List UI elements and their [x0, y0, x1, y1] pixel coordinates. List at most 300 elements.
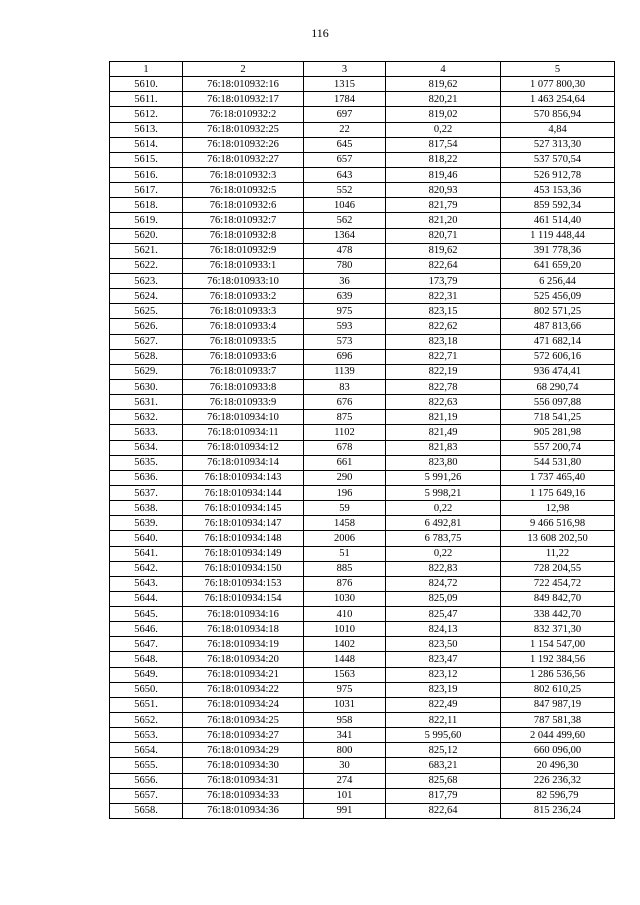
cadastral-value-cell: 832 371,30: [501, 622, 615, 637]
table-row: [110, 243, 615, 258]
row-number-cell: 5619.: [110, 213, 183, 228]
cadastral-number-cell: 76:18:010934:10: [183, 410, 304, 425]
cadastral-number-cell: 76:18:010934:20: [183, 652, 304, 667]
table-row: [110, 773, 615, 788]
area-cell: 30: [304, 758, 386, 773]
area-cell: 1139: [304, 364, 386, 379]
table-row: [110, 198, 615, 213]
cadastral-value-cell: 9 466 516,98: [501, 516, 615, 531]
cadastral-value-cell: 2 044 499,60: [501, 728, 615, 743]
row-number-cell: 5647.: [110, 637, 183, 652]
cadastral-value-cell: 722 454,72: [501, 576, 615, 591]
specific-value-cell: 822,64: [386, 258, 501, 273]
cadastral-number-cell: 76:18:010933:5: [183, 334, 304, 349]
table-row: [110, 455, 615, 470]
cadastral-value-cell: 570 856,94: [501, 107, 615, 122]
table-row: [110, 697, 615, 712]
area-cell: 661: [304, 455, 386, 470]
area-cell: 643: [304, 167, 386, 182]
specific-value-cell: 823,80: [386, 455, 501, 470]
area-cell: 885: [304, 561, 386, 576]
specific-value-cell: 822,31: [386, 289, 501, 304]
cadastral-value-cell: 20 496,30: [501, 758, 615, 773]
table-row: [110, 258, 615, 273]
column-header: 2: [183, 62, 304, 77]
area-cell: 1046: [304, 198, 386, 213]
cadastral-value-cell: 226 236,32: [501, 773, 615, 788]
cadastral-number-cell: 76:18:010934:11: [183, 425, 304, 440]
row-number-cell: 5653.: [110, 728, 183, 743]
cadastral-value-cell: 461 514,40: [501, 213, 615, 228]
area-cell: 876: [304, 576, 386, 591]
area-cell: 697: [304, 107, 386, 122]
cadastral-value-cell: 557 200,74: [501, 440, 615, 455]
cadastral-number-cell: 76:18:010934:29: [183, 743, 304, 758]
row-number-cell: 5620.: [110, 228, 183, 243]
row-number-cell: 5651.: [110, 697, 183, 712]
area-cell: 975: [304, 682, 386, 697]
specific-value-cell: 822,49: [386, 697, 501, 712]
row-number-cell: 5613.: [110, 122, 183, 137]
cadastral-number-cell: 76:18:010934:22: [183, 682, 304, 697]
cadastral-number-cell: 76:18:010934:36: [183, 803, 304, 818]
row-number-cell: 5626.: [110, 319, 183, 334]
cadastral-value-cell: 391 778,36: [501, 243, 615, 258]
table-row: [110, 728, 615, 743]
table-row: [110, 576, 615, 591]
table-row: [110, 349, 615, 364]
specific-value-cell: 823,19: [386, 682, 501, 697]
cadastral-number-cell: 76:18:010933:2: [183, 289, 304, 304]
specific-value-cell: 822,19: [386, 364, 501, 379]
cadastral-number-cell: 76:18:010933:7: [183, 364, 304, 379]
cadastral-value-cell: 487 813,66: [501, 319, 615, 334]
column-header: 4: [386, 62, 501, 77]
area-cell: 991: [304, 803, 386, 818]
area-cell: 1010: [304, 622, 386, 637]
area-cell: 290: [304, 470, 386, 485]
cadastral-value-cell: 787 581,38: [501, 713, 615, 728]
cadastral-value-cell: 338 442,70: [501, 607, 615, 622]
cadastral-value-cell: 859 592,34: [501, 198, 615, 213]
cadastral-value-cell: 11,22: [501, 546, 615, 561]
row-number-cell: 5652.: [110, 713, 183, 728]
cadastral-number-cell: 76:18:010932:26: [183, 137, 304, 152]
area-cell: 645: [304, 137, 386, 152]
cadastral-value-cell: 526 912,78: [501, 167, 615, 182]
row-number-cell: 5641.: [110, 546, 183, 561]
table-row: [110, 546, 615, 561]
cadastral-value-cell: 1 286 536,56: [501, 667, 615, 682]
cadastral-value-cell: 936 474,41: [501, 364, 615, 379]
specific-value-cell: 822,78: [386, 379, 501, 394]
cadastral-value-cell: 1 463 254,64: [501, 92, 615, 107]
cadastral-value-cell: 13 608 202,50: [501, 531, 615, 546]
cadastral-number-cell: 76:18:010933:9: [183, 395, 304, 410]
row-number-cell: 5655.: [110, 758, 183, 773]
table-row: [110, 137, 615, 152]
cadastral-number-cell: 76:18:010934:30: [183, 758, 304, 773]
area-cell: 875: [304, 410, 386, 425]
row-number-cell: 5656.: [110, 773, 183, 788]
specific-value-cell: 683,21: [386, 758, 501, 773]
cadastral-value-cell: 537 570,54: [501, 152, 615, 167]
specific-value-cell: 820,71: [386, 228, 501, 243]
row-number-cell: 5631.: [110, 395, 183, 410]
page-number: 116: [311, 26, 329, 40]
row-number-cell: 5612.: [110, 107, 183, 122]
row-number-cell: 5633.: [110, 425, 183, 440]
area-cell: 1030: [304, 591, 386, 606]
specific-value-cell: 819,62: [386, 77, 501, 92]
row-number-cell: 5649.: [110, 667, 183, 682]
cadastral-value-cell: 12,98: [501, 501, 615, 516]
specific-value-cell: 824,72: [386, 576, 501, 591]
cadastral-value-cell: 660 096,00: [501, 743, 615, 758]
table-row: [110, 591, 615, 606]
cadastral-number-cell: 76:18:010933:10: [183, 273, 304, 288]
cadastral-value-cell: 527 313,30: [501, 137, 615, 152]
table-row: [110, 334, 615, 349]
cadastral-number-cell: 76:18:010934:153: [183, 576, 304, 591]
cadastral-number-cell: 76:18:010932:6: [183, 198, 304, 213]
cadastral-number-cell: 76:18:010934:150: [183, 561, 304, 576]
specific-value-cell: 823,50: [386, 637, 501, 652]
table-row: [110, 440, 615, 455]
row-number-cell: 5636.: [110, 470, 183, 485]
row-number-cell: 5621.: [110, 243, 183, 258]
specific-value-cell: 822,62: [386, 319, 501, 334]
specific-value-cell: 825,68: [386, 773, 501, 788]
cadastral-value-cell: 471 682,14: [501, 334, 615, 349]
cadastral-number-cell: 76:18:010934:33: [183, 788, 304, 803]
specific-value-cell: 825,47: [386, 607, 501, 622]
table-row: [110, 531, 615, 546]
cadastral-value-cell: 82 596,79: [501, 788, 615, 803]
cadastral-number-cell: 76:18:010934:25: [183, 713, 304, 728]
cadastral-value-cell: 641 659,20: [501, 258, 615, 273]
cadastral-value-cell: 1 077 800,30: [501, 77, 615, 92]
cadastral-number-cell: 76:18:010934:12: [183, 440, 304, 455]
table-row: [110, 304, 615, 319]
table-row: [110, 607, 615, 622]
specific-value-cell: 820,21: [386, 92, 501, 107]
specific-value-cell: 819,46: [386, 167, 501, 182]
cadastral-value-cell: 847 987,19: [501, 697, 615, 712]
table-row: [110, 183, 615, 198]
cadastral-value-cell: 802 571,25: [501, 304, 615, 319]
cadastral-number-cell: 76:18:010934:154: [183, 591, 304, 606]
row-number-cell: 5629.: [110, 364, 183, 379]
area-cell: 1102: [304, 425, 386, 440]
table-row: [110, 758, 615, 773]
area-cell: 410: [304, 607, 386, 622]
cadastral-value-cell: 905 281,98: [501, 425, 615, 440]
specific-value-cell: 6 783,75: [386, 531, 501, 546]
cadastral-value-cell: 453 153,36: [501, 183, 615, 198]
table-row: [110, 92, 615, 107]
area-cell: 341: [304, 728, 386, 743]
cadastral-value-cell: 544 531,80: [501, 455, 615, 470]
specific-value-cell: 823,12: [386, 667, 501, 682]
specific-value-cell: 821,79: [386, 198, 501, 213]
cadastral-value-cell: 572 606,16: [501, 349, 615, 364]
cadastral-number-cell: 76:18:010932:8: [183, 228, 304, 243]
area-cell: 478: [304, 243, 386, 258]
specific-value-cell: 6 492,81: [386, 516, 501, 531]
specific-value-cell: 824,13: [386, 622, 501, 637]
area-cell: 552: [304, 183, 386, 198]
cadastral-number-cell: 76:18:010934:145: [183, 501, 304, 516]
cadastral-value-cell: 718 541,25: [501, 410, 615, 425]
specific-value-cell: 821,19: [386, 410, 501, 425]
area-cell: 1784: [304, 92, 386, 107]
table-row: [110, 622, 615, 637]
area-cell: 59: [304, 501, 386, 516]
cadastral-value-table: [109, 61, 615, 819]
cadastral-value-cell: 815 236,24: [501, 803, 615, 818]
cadastral-number-cell: 76:18:010934:19: [183, 637, 304, 652]
cadastral-number-cell: 76:18:010933:4: [183, 319, 304, 334]
specific-value-cell: 173,79: [386, 273, 501, 288]
area-cell: 676: [304, 395, 386, 410]
table-header-row: [110, 62, 615, 77]
table-row: [110, 364, 615, 379]
row-number-cell: 5657.: [110, 788, 183, 803]
table-row: [110, 107, 615, 122]
row-number-cell: 5624.: [110, 289, 183, 304]
row-number-cell: 5623.: [110, 273, 183, 288]
cadastral-number-cell: 76:18:010934:18: [183, 622, 304, 637]
column-header: 5: [501, 62, 615, 77]
specific-value-cell: 822,64: [386, 803, 501, 818]
table-row: [110, 637, 615, 652]
cadastral-value-cell: 6 256,44: [501, 273, 615, 288]
row-number-cell: 5617.: [110, 183, 183, 198]
area-cell: 678: [304, 440, 386, 455]
specific-value-cell: 822,11: [386, 713, 501, 728]
row-number-cell: 5610.: [110, 77, 183, 92]
table-row: [110, 682, 615, 697]
specific-value-cell: 821,49: [386, 425, 501, 440]
table-row: [110, 289, 615, 304]
table-row: [110, 410, 615, 425]
table-row: [110, 803, 615, 818]
area-cell: 51: [304, 546, 386, 561]
area-cell: 22: [304, 122, 386, 137]
table-row: [110, 395, 615, 410]
specific-value-cell: 821,20: [386, 213, 501, 228]
cadastral-number-cell: 76:18:010933:1: [183, 258, 304, 273]
specific-value-cell: 5 991,26: [386, 470, 501, 485]
specific-value-cell: 825,09: [386, 591, 501, 606]
table-row: [110, 228, 615, 243]
cadastral-value-cell: 1 119 448,44: [501, 228, 615, 243]
specific-value-cell: 0,22: [386, 546, 501, 561]
specific-value-cell: 821,83: [386, 440, 501, 455]
row-number-cell: 5646.: [110, 622, 183, 637]
row-number-cell: 5635.: [110, 455, 183, 470]
area-cell: 593: [304, 319, 386, 334]
table-row: [110, 501, 615, 516]
cadastral-number-cell: 76:18:010933:8: [183, 379, 304, 394]
cadastral-number-cell: 76:18:010932:27: [183, 152, 304, 167]
cadastral-number-cell: 76:18:010934:24: [183, 697, 304, 712]
table-row: [110, 788, 615, 803]
cadastral-value-cell: 68 290,74: [501, 379, 615, 394]
table-row: [110, 561, 615, 576]
row-number-cell: 5658.: [110, 803, 183, 818]
area-cell: 780: [304, 258, 386, 273]
table-row: [110, 213, 615, 228]
area-cell: 1458: [304, 516, 386, 531]
table-row: [110, 167, 615, 182]
specific-value-cell: 823,15: [386, 304, 501, 319]
specific-value-cell: 822,83: [386, 561, 501, 576]
specific-value-cell: 818,22: [386, 152, 501, 167]
row-number-cell: 5654.: [110, 743, 183, 758]
cadastral-value-cell: 1 737 465,40: [501, 470, 615, 485]
table-row: [110, 152, 615, 167]
cadastral-number-cell: 76:18:010932:17: [183, 92, 304, 107]
specific-value-cell: 820,93: [386, 183, 501, 198]
row-number-cell: 5644.: [110, 591, 183, 606]
cadastral-number-cell: 76:18:010934:21: [183, 667, 304, 682]
row-number-cell: 5634.: [110, 440, 183, 455]
row-number-cell: 5643.: [110, 576, 183, 591]
specific-value-cell: 822,71: [386, 349, 501, 364]
cadastral-number-cell: 76:18:010934:16: [183, 607, 304, 622]
specific-value-cell: 823,47: [386, 652, 501, 667]
row-number-cell: 5611.: [110, 92, 183, 107]
cadastral-number-cell: 76:18:010932:16: [183, 77, 304, 92]
specific-value-cell: 5 998,21: [386, 485, 501, 500]
row-number-cell: 5645.: [110, 607, 183, 622]
row-number-cell: 5616.: [110, 167, 183, 182]
row-number-cell: 5618.: [110, 198, 183, 213]
area-cell: 639: [304, 289, 386, 304]
specific-value-cell: 819,02: [386, 107, 501, 122]
area-cell: 1315: [304, 77, 386, 92]
area-cell: 274: [304, 773, 386, 788]
area-cell: 1448: [304, 652, 386, 667]
cadastral-number-cell: 76:18:010934:147: [183, 516, 304, 531]
table-row: [110, 273, 615, 288]
row-number-cell: 5637.: [110, 485, 183, 500]
specific-value-cell: 5 995,60: [386, 728, 501, 743]
area-cell: 958: [304, 713, 386, 728]
row-number-cell: 5625.: [110, 304, 183, 319]
row-number-cell: 5628.: [110, 349, 183, 364]
row-number-cell: 5639.: [110, 516, 183, 531]
specific-value-cell: 817,79: [386, 788, 501, 803]
column-header: 3: [304, 62, 386, 77]
area-cell: 101: [304, 788, 386, 803]
area-cell: 562: [304, 213, 386, 228]
row-number-cell: 5650.: [110, 682, 183, 697]
area-cell: 573: [304, 334, 386, 349]
cadastral-value-cell: 802 610,25: [501, 682, 615, 697]
area-cell: 1563: [304, 667, 386, 682]
cadastral-number-cell: 76:18:010934:14: [183, 455, 304, 470]
cadastral-number-cell: 76:18:010934:143: [183, 470, 304, 485]
area-cell: 800: [304, 743, 386, 758]
row-number-cell: 5622.: [110, 258, 183, 273]
row-number-cell: 5642.: [110, 561, 183, 576]
cadastral-number-cell: 76:18:010934:31: [183, 773, 304, 788]
row-number-cell: 5614.: [110, 137, 183, 152]
table-row: [110, 516, 615, 531]
cadastral-value-cell: 849 842,70: [501, 591, 615, 606]
cadastral-number-cell: 76:18:010934:27: [183, 728, 304, 743]
cadastral-number-cell: 76:18:010934:149: [183, 546, 304, 561]
specific-value-cell: 0,22: [386, 501, 501, 516]
cadastral-number-cell: 76:18:010932:3: [183, 167, 304, 182]
cadastral-number-cell: 76:18:010934:144: [183, 485, 304, 500]
table-row: [110, 77, 615, 92]
area-cell: 1402: [304, 637, 386, 652]
table-row: [110, 485, 615, 500]
area-cell: 83: [304, 379, 386, 394]
specific-value-cell: 822,63: [386, 395, 501, 410]
specific-value-cell: 823,18: [386, 334, 501, 349]
row-number-cell: 5638.: [110, 501, 183, 516]
area-cell: 975: [304, 304, 386, 319]
cadastral-number-cell: 76:18:010934:148: [183, 531, 304, 546]
cadastral-number-cell: 76:18:010933:6: [183, 349, 304, 364]
cadastral-value-cell: 525 456,09: [501, 289, 615, 304]
cadastral-number-cell: 76:18:010932:7: [183, 213, 304, 228]
cadastral-number-cell: 76:18:010932:5: [183, 183, 304, 198]
table-row: [110, 470, 615, 485]
area-cell: 36: [304, 273, 386, 288]
row-number-cell: 5615.: [110, 152, 183, 167]
cadastral-value-cell: 1 154 547,00: [501, 637, 615, 652]
table-row: [110, 319, 615, 334]
specific-value-cell: 0,22: [386, 122, 501, 137]
row-number-cell: 5648.: [110, 652, 183, 667]
cadastral-value-cell: 1 175 649,16: [501, 485, 615, 500]
area-cell: 2006: [304, 531, 386, 546]
specific-value-cell: 817,54: [386, 137, 501, 152]
table-row: [110, 743, 615, 758]
row-number-cell: 5632.: [110, 410, 183, 425]
cadastral-value-cell: 556 097,88: [501, 395, 615, 410]
table-row: [110, 667, 615, 682]
cadastral-number-cell: 76:18:010933:3: [183, 304, 304, 319]
table-row: [110, 652, 615, 667]
area-cell: 657: [304, 152, 386, 167]
area-cell: 1364: [304, 228, 386, 243]
cadastral-value-cell: 4,84: [501, 122, 615, 137]
area-cell: 196: [304, 485, 386, 500]
table-row: [110, 713, 615, 728]
specific-value-cell: 819,62: [386, 243, 501, 258]
area-cell: 696: [304, 349, 386, 364]
table-row: [110, 425, 615, 440]
cadastral-value-cell: 1 192 384,56: [501, 652, 615, 667]
cadastral-number-cell: 76:18:010932:25: [183, 122, 304, 137]
specific-value-cell: 825,12: [386, 743, 501, 758]
row-number-cell: 5630.: [110, 379, 183, 394]
table-body: [110, 77, 615, 819]
table-row: [110, 122, 615, 137]
cadastral-number-cell: 76:18:010932:2: [183, 107, 304, 122]
cadastral-number-cell: 76:18:010932:9: [183, 243, 304, 258]
column-header: 1: [110, 62, 183, 77]
table-row: [110, 379, 615, 394]
row-number-cell: 5640.: [110, 531, 183, 546]
